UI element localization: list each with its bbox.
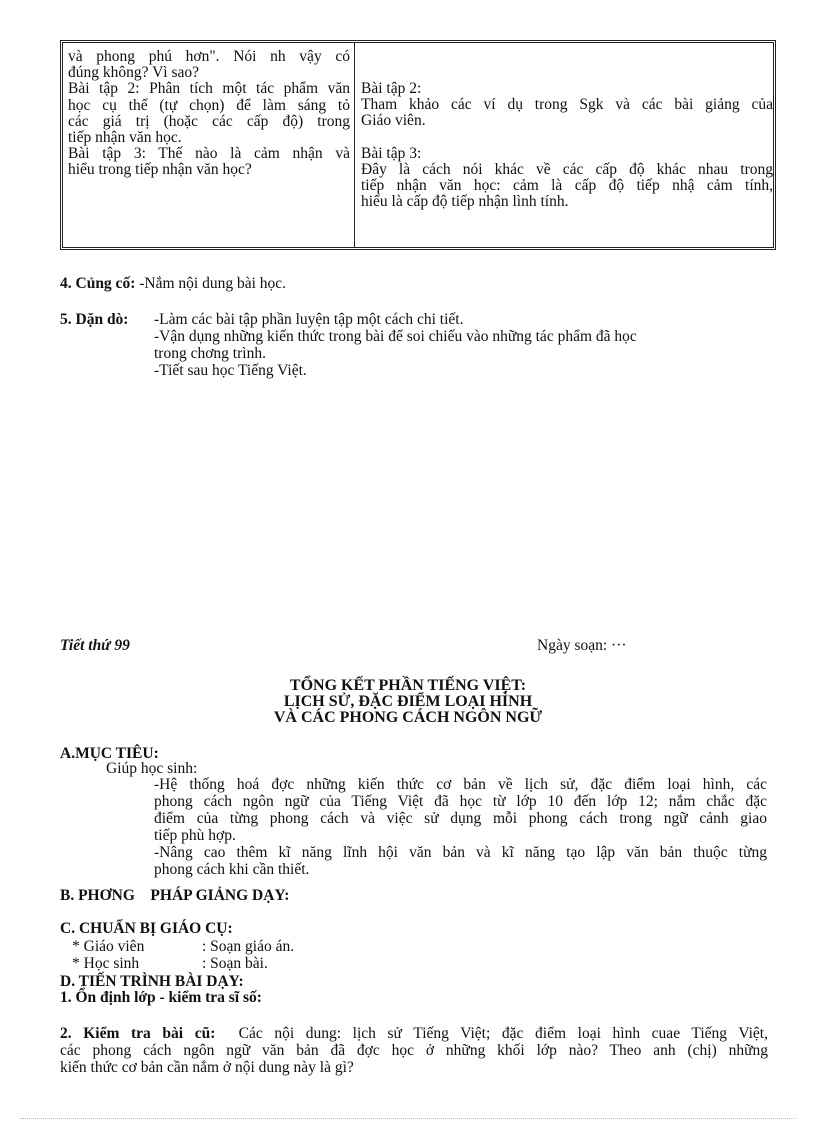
kiem-tra-line-2: các phong cách ngôn ngữ văn bản đã đợc học ở những khối lớp nào? Theo anh (chị) những — [60, 1042, 768, 1059]
teacher-label: * Giáo viên — [72, 938, 145, 955]
dan-do-content — [154, 311, 637, 379]
table-right-cell — [361, 49, 773, 210]
page-bottom-rule — [20, 1118, 796, 1119]
on-dinh-heading: 1. Ổn định lớp - kiểm tra sĩ số: — [60, 989, 262, 1006]
bt3-line: tiếp nhận văn học: cảm là cấp độ tiếp nhậ cảm tính, — [361, 177, 773, 195]
muc-tieu-line: phong cách khi cần thiết. — [154, 861, 310, 878]
student-value: : Soạn bài. — [202, 955, 268, 972]
muc-tieu-body — [154, 776, 767, 878]
title-line-3: VÀ CÁC PHONG CÁCH NGÔN NGỮ — [273, 709, 543, 726]
dan-do-line: trong chơng trình. — [154, 345, 266, 362]
kiem-tra-line-1 — [60, 1025, 768, 1042]
bt3-line: Đây là cách nói khác về các cấp độ khác nhau trong — [361, 160, 773, 178]
bt3-line: hiểu là cấp độ tiếp nhận lình tính. — [361, 193, 569, 211]
cung-co-text: -Nắm nội dung bài học. — [135, 275, 287, 292]
muc-tieu-line: điểm của từng phong cách và việc sử dụng mỗi phong cách trong ngữ cảnh giao — [154, 810, 767, 827]
dan-do-line: -Làm các bài tập phần luyện tập một cách chi tiết. — [154, 311, 464, 328]
chuan-bi-heading: C. CHUẨN BỊ GIÁO CỤ: — [60, 920, 233, 937]
exercise-table — [60, 40, 776, 250]
muc-tieu-line: -Nâng cao thêm kĩ năng lĩnh hội văn bản và kĩ năng tạo lập văn bản thuộc từng — [154, 844, 767, 861]
left-line: học cụ thể (tự chọn) để làm sáng tỏ — [68, 96, 350, 114]
teacher-value: : Soạn giáo án. — [202, 938, 295, 955]
lesson-date: Ngày soạn: ··· — [537, 637, 627, 654]
left-line: hiểu trong tiếp nhận văn học? — [68, 161, 252, 179]
dan-do-label: 5. Dặn dò: — [60, 311, 129, 328]
left-line: tiếp nhận văn học. — [68, 129, 182, 147]
muc-tieu-line: phong cách ngôn ngữ của Tiếng Việt đã học từ lớp 10 đến lớp 12; nắm chắc đặc — [154, 793, 767, 810]
bt2-line: Giáo viên. — [361, 112, 426, 130]
lesson-period: Tiết thứ 99 — [60, 637, 130, 654]
muc-tieu-line: -Hệ thống hoá đợc những kiến thức cơ bản về lịch sử, đặc điểm loại hình, các — [154, 776, 767, 793]
bt2-line: Tham khảo các ví dụ trong Sgk và các bài giảng của — [361, 96, 773, 114]
kiem-tra-line-3: kiến thức cơ bản cần nắm ở nội dung này là gì? — [60, 1059, 354, 1076]
left-line: Bài tập 2: Phân tích một tác phẩm văn — [68, 80, 350, 98]
left-line: đúng không? Vì sao? — [68, 64, 200, 82]
student-label: * Học sinh — [72, 955, 140, 972]
muc-tieu-line: tiếp phù hợp. — [154, 827, 236, 844]
muc-tieu-intro: Giúp học sinh: — [106, 760, 198, 777]
cung-co — [60, 275, 286, 293]
dan-do-line: -Vận dụng những kiến thức trong bài để soi chiếu vào những tác phẩm đã học — [154, 328, 637, 345]
left-line: Bài tập 3: Thế nào là cảm nhận và — [68, 145, 350, 163]
kiem-tra-block — [60, 1025, 768, 1076]
dan-do-line: -Tiết sau học Tiếng Việt. — [154, 362, 307, 379]
phuong-phap-heading: B. PHƠNG PHÁP GIẢNG DẠY: — [60, 887, 290, 904]
cung-co-label: 4. Củng cố: — [60, 275, 136, 292]
bt3-title: Bài tập 3: — [361, 144, 422, 162]
kiem-tra-label: 2. Kiểm tra bài cũ: — [60, 1025, 216, 1042]
bt2-title: Bài tập 2: — [361, 80, 422, 97]
kiem-tra-text: Các nội dung: lịch sử Tiếng Việt; đặc điểm loại hình cuae Tiếng Việt, — [215, 1025, 768, 1042]
left-line: các giá trị (hoặc các cấp độ) trong — [68, 112, 350, 130]
tien-trinh-heading: D. TIẾN TRÌNH BÀI DẠY: — [60, 973, 244, 990]
title-line-1: TỔNG KẾT PHẦN TIẾNG VIỆT: — [289, 677, 527, 694]
table-left-cell — [68, 49, 350, 179]
left-line: và phong phú hơn". Nói nh vậy có — [68, 48, 350, 65]
muc-tieu-heading: A.MỤC TIÊU: — [60, 745, 159, 762]
table-divider — [354, 43, 355, 247]
title-line-2: LỊCH SỬ, ĐẶC ĐIỂM LOẠI HÌNH — [283, 693, 533, 710]
